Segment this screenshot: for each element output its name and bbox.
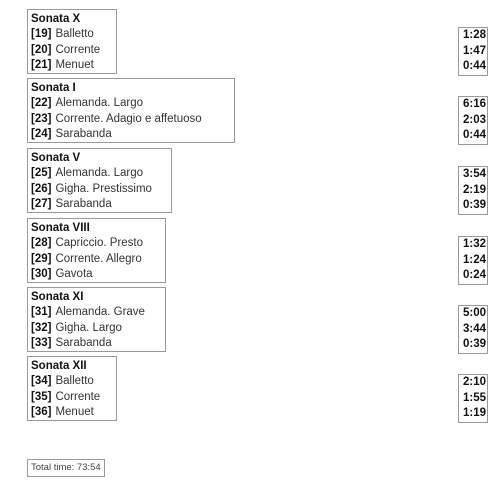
track-name: Balletto [55,375,94,387]
track-name: Sarabanda [55,198,112,210]
track-row [31,236,162,252]
track-number: [24] [31,128,52,140]
track-time: 3:44 [462,322,486,335]
sonata-block [27,148,172,213]
track-time: 2:10 [462,376,486,388]
track-row [31,267,162,283]
track-time: 0:39 [462,338,486,350]
sonata-block [27,9,117,74]
track-number: [23] [31,112,52,125]
sonata-title: Sonata XII [31,360,87,372]
track-name: Menuet [55,406,94,418]
track-name: Corrente. Adagio e affetuoso [55,112,202,125]
track-row [31,127,231,143]
track-row [31,321,162,337]
track-number: [25] [31,167,52,179]
track-row [31,43,113,59]
track-time: 2:19 [462,183,486,196]
total-time: Total time: 73:54 [27,459,105,477]
track-name: Corrente [55,43,101,56]
sonata-title: Sonata X [31,13,81,25]
track-name: Gigha. Prestissimo [55,182,152,195]
sonata-title: Sonata VIII [31,222,90,234]
track-time: 2:03 [462,113,486,126]
track-name: Gavota [55,268,93,280]
track-time: 3:54 [462,168,486,180]
track-number: [36] [31,406,52,418]
track-times [458,27,488,76]
track-number: [31] [31,306,52,318]
track-row [31,112,231,128]
track-name: Sarabanda [55,337,112,349]
track-number: [32] [31,321,52,334]
track-name: Corrente [55,390,101,403]
track-name: Gigha. Largo [55,321,122,334]
track-row [31,58,113,74]
track-name: Corrente. Allegro [55,252,142,265]
track-time: 0:24 [462,269,486,281]
track-name: Balletto [55,28,94,40]
track-row [31,336,162,352]
track-time: 1:24 [462,253,486,266]
track-time: 5:00 [462,307,486,319]
track-row [31,252,162,268]
track-number: [30] [31,268,52,280]
sonata-block [27,356,117,421]
track-number: [29] [31,252,52,265]
track-name: Capriccio. Presto [55,237,144,249]
track-times [458,374,488,423]
track-time: 1:47 [462,44,486,57]
track-number: [20] [31,43,52,56]
track-row [31,390,113,406]
sonata-title: Sonata I [31,82,76,94]
track-times [458,166,488,215]
track-number: [35] [31,390,52,403]
track-row [31,166,168,182]
track-number: [27] [31,198,52,210]
track-time: 1:28 [462,29,486,41]
track-time: 6:16 [462,98,486,110]
track-time: 0:44 [462,129,486,141]
track-name: Alemanda. Grave [55,306,145,318]
track-time: 0:44 [462,60,486,72]
track-time: 1:32 [462,238,486,250]
track-row [31,182,168,198]
track-number: [28] [31,237,52,249]
sonata-title: Sonata XI [31,291,84,303]
track-time: 0:39 [462,199,486,211]
track-number: [33] [31,337,52,349]
track-row [31,27,113,43]
sonata-block [27,218,166,283]
track-number: [26] [31,182,52,195]
track-times [458,305,488,354]
track-row [31,405,113,421]
track-number: [19] [31,28,52,40]
track-row [31,96,231,112]
track-name: Sarabanda [55,128,112,140]
track-row [31,197,168,213]
track-number: [22] [31,97,52,109]
track-time: 1:19 [462,407,486,419]
sonata-title: Sonata V [31,152,81,164]
track-number: [34] [31,375,52,387]
track-name: Alemanda. Largo [55,97,144,109]
track-row [31,374,113,390]
track-name: Menuet [55,59,94,71]
track-number: [21] [31,59,52,71]
track-times [458,96,488,145]
track-times [458,236,488,285]
track-time: 1:55 [462,391,486,404]
sonata-block [27,78,235,143]
track-row [31,305,162,321]
sonata-block [27,287,166,352]
track-name: Alemanda. Largo [55,167,144,179]
